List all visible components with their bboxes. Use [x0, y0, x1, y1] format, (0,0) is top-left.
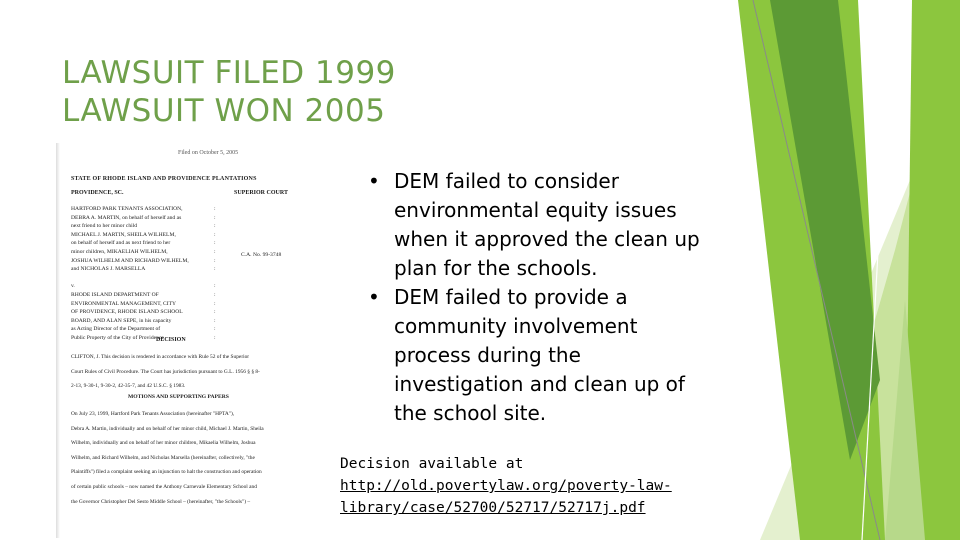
doc-party-line: next friend to her minor child — [71, 223, 138, 230]
doc-decision-heading: DECISION — [156, 337, 186, 343]
doc-body-line: On July 23, 1999, Hartford Park Tenants Association (hereinafter "HPTA"), — [71, 411, 235, 417]
doc-party-line: OF PROVIDENCE, RHODE ISLAND SCHOOL — [71, 309, 183, 316]
doc-party-line: as Acting Director of the Department of — [71, 326, 161, 333]
doc-county: PROVIDENCE, SC. — [71, 190, 124, 196]
doc-body-line: Court Rules of Civil Procedure. The Court has jurisdiction pursuant to G.L. 1956 § § 8- — [71, 368, 260, 375]
bullet-list — [368, 167, 748, 428]
decision-availability — [340, 453, 760, 519]
doc-body-line: of certain public schools – now named the Anthony Carnevale Elementary School and — [71, 483, 257, 490]
doc-party-line: v. — [71, 283, 75, 290]
doc-body-intro — [71, 350, 289, 394]
doc-court-header: STATE OF RHODE ISLAND AND PROVIDENCE PLANTATIONS — [71, 176, 257, 182]
doc-body-line: the Governor Christopher Del Sesto Middle School – (hereinafter, "the Schools") – — [71, 498, 251, 505]
bullet-item-equity — [368, 167, 748, 283]
bullet-line: community involvement — [394, 314, 638, 338]
bullet-line: the school site. — [394, 401, 547, 425]
doc-body-line: Wilhelm, and Richard Wilhelm, and Nicholas Marsella (hereinafter, collectively, "the — [71, 454, 255, 461]
scan-edge — [56, 143, 60, 538]
slide-title — [62, 54, 582, 130]
doc-body-line: Plaintiffs") filed a complaint seeking an injunction to halt the construction and operation — [71, 469, 262, 476]
doc-party-line: and NICHOLAS J. MARSELLA — [71, 266, 146, 273]
bullet-line: DEM failed to consider — [394, 169, 619, 193]
bullet-line: when it approved the clean up — [394, 227, 700, 251]
bullet-line: process during the — [394, 343, 581, 367]
bullet-line: investigation and clean up of — [394, 372, 685, 396]
doc-body-line: 2-13, 9-30-1, 9-30-2, 42-35-7, and 42 U.S.C. § 1983. — [71, 383, 186, 389]
bullet-line: environmental equity issues — [394, 198, 677, 222]
decision-label: Decision available at — [340, 456, 524, 472]
title-line-won: LAWSUIT WON 2005 — [62, 93, 386, 129]
court-document-scan — [56, 143, 292, 538]
doc-motions-heading: MOTIONS AND SUPPORTING PAPERS — [128, 394, 229, 400]
doc-parties — [71, 205, 189, 343]
doc-party-line: RHODE ISLAND DEPARTMENT OF — [71, 291, 159, 298]
doc-party-line: ENVIRONMENTAL MANAGEMENT, CITY — [71, 300, 177, 307]
doc-party-line: MICHAEL J. MARTIN, SHEILA WILHELM, — [71, 231, 176, 238]
decision-link-line-1[interactable]: http://old.povertylaw.org/poverty-law- — [340, 478, 672, 494]
doc-body-line: Debra A. Martin, individually and on behalf of her minor child, Michael J. Martin, Sheila — [71, 425, 264, 432]
doc-party-line: Public Property of the City of Providence — [71, 334, 164, 341]
bullet-line: DEM failed to provide a — [394, 285, 628, 309]
title-line-filed: LAWSUIT FILED 1999 — [62, 55, 396, 91]
doc-superior-court: SUPERIOR COURT — [234, 190, 288, 196]
doc-party-line: JOSHUA WILHELM AND RICHARD WILHELM, — [71, 257, 189, 264]
bullet-item-involvement — [368, 283, 748, 428]
decision-link-line-2[interactable]: library/case/52700/52717/52717j.pdf — [340, 500, 646, 516]
doc-party-line — [71, 274, 189, 283]
doc-party-line: DEBRA A. MARTIN, on behalf of herself and as — [71, 214, 182, 221]
bullet-dot-icon: • — [368, 169, 380, 193]
doc-party-line: on behalf of herself and as next friend to her — [71, 240, 171, 247]
doc-case-number: C.A. No. 99-3748 — [241, 252, 282, 258]
doc-filed-date: Filed on October 5, 2005 — [178, 150, 239, 156]
doc-body-motions — [71, 407, 289, 509]
doc-body-line: CLIFTON, J. This decision is rendered in accordance with Rule 52 of the Superior — [71, 354, 250, 360]
bullet-line: plan for the schools. — [394, 256, 598, 280]
doc-party-line: HARTFORD PARK TENANTS ASSOCIATION, — [71, 206, 183, 212]
doc-body-line: Wilhelm, individually and on behalf of her minor children, Mikaelia Wilhelm, Joshua — [71, 440, 256, 447]
doc-party-line: minor children, MIKAELIAH WILHELM, — [71, 248, 168, 255]
doc-party-line: BOARD, AND ALAN SEPE, in his capacity — [71, 317, 172, 324]
doc-colon-column: : : : : : : : : : : : : : : : — [214, 206, 216, 341]
bullet-dot-icon: • — [368, 285, 380, 309]
